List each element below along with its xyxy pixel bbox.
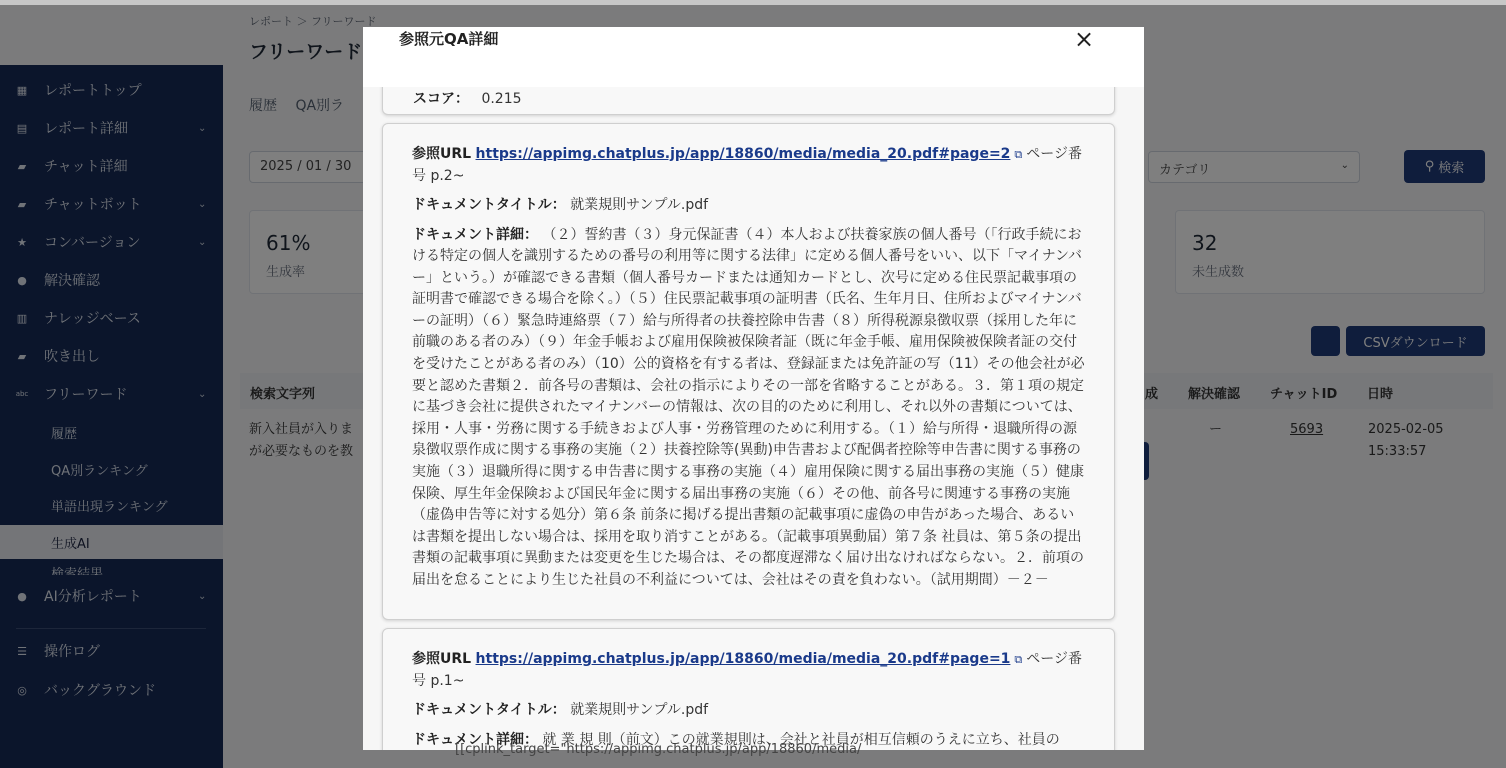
reference-qa-modal: [363, 27, 1144, 750]
score-row: スコア： 0.215: [413, 91, 522, 107]
external-link-icon[interactable]: ⧉: [1014, 653, 1023, 666]
document-detail-row: ドキュメント詳細： 就 業 規 則（前文）この就業規則は、会社と社員が相互信頼のうえに立ち、社員の: [412, 731, 1060, 748]
reference-card-previous: [382, 87, 1115, 115]
document-detail-row: ドキュメント詳細： （２）誓約書（３）身元保証書（４）本人および扶養家族の個人番号（「行政手続における特定の個人を識別するための番号の利用等に関する法律」に定める個人番号をいい、以下「マイナンバー」という。）が確認できる書類（個人番号カードまたは通知カードとし、次号に定める住民票記載事項の証明書で確認できる場合を除く。）（５）住民票記載事項の証明書（氏名、生年月日、住所およびマイナンバーの証明）（６）緊急時連絡票（７）給与所得者の扶養控除申告書（８）所得税源泉徴収票（採用した年に前職のある者のみ）（９）年金手帳および雇用保険被保険者証（既に年金手帳、雇用保険被保険者証の交付を受けたことがある者のみ）（10）公的資格を有する者は、登録証または免許証の写（11）その他会社が必要と認めた書類２．前各号の書類は、会社の指示によりその一部を省略することがある。３．第１項の規定に基づき会社に提供されたマイナンバーの情報は、次の目的のために利用し、それ以外の書類については、採用・人事・労務に関する手続きおよび人事・労務管理のために利用する。（１）給与所得・退職所得の源泉徴収票作成に関する事務の実施（２）扶養控除等(異動)申告書および配偶者控除等申告書に関する事務の実施（３）退職所得に関する申告書に関する事務の実施（４）雇用保険に関する届出事務の実施（５）健康保険、厚生年金保険および国民年金に関する届出事務の実施（６）その他、前各号に関連する事務の実施（虚偽申告等に対する処分）第６条 前条に掲げる提出書類の記載事項に虚偽の申告があった場合、あるいは書類を提出しない場合は、採用を取り消すことがある。（記載事項異動届）第７条 社員は、第５条の提出書類の記載事項に異動または変更を生じた場合は、その都度遅滞なく届け出なければならない。２．前項の届出を怠ることにより生じた社員の不利益については、会社はその責を負わない。（試用期間）－２－: [412, 226, 1085, 588]
reference-url-row: 参照URL https://appimg.chatplus.jp/app/18860/media/media_20.pdf#page=1 ⧉ ページ番号 p.1~: [412, 651, 1083, 689]
modal-body[interactable]: [363, 87, 1144, 750]
background-chat-text: [[cplink_target="https://appimg.chatplus.jp/app/18860/media/: [455, 742, 862, 757]
reference-url-link[interactable]: https://appimg.chatplus.jp/app/18860/media/media_20.pdf#page=2: [475, 146, 1011, 162]
reference-card: [382, 123, 1115, 620]
modal-title: 参照元QA詳細: [399, 30, 499, 48]
reference-card: [382, 628, 1115, 750]
close-icon[interactable]: ×: [1073, 27, 1095, 53]
reference-url-row: 参照URL https://appimg.chatplus.jp/app/18860/media/media_20.pdf#page=2 ⧉ ページ番号 p.2~: [412, 146, 1083, 184]
document-title-row: ドキュメントタイトル： 就業規則サンプル.pdf: [412, 197, 709, 213]
reference-url-link[interactable]: https://appimg.chatplus.jp/app/18860/media/media_20.pdf#page=1: [475, 651, 1011, 667]
external-link-icon[interactable]: ⧉: [1014, 148, 1023, 161]
document-title-row: ドキュメントタイトル： 就業規則サンプル.pdf: [412, 702, 709, 718]
modal-header: [363, 27, 1144, 87]
